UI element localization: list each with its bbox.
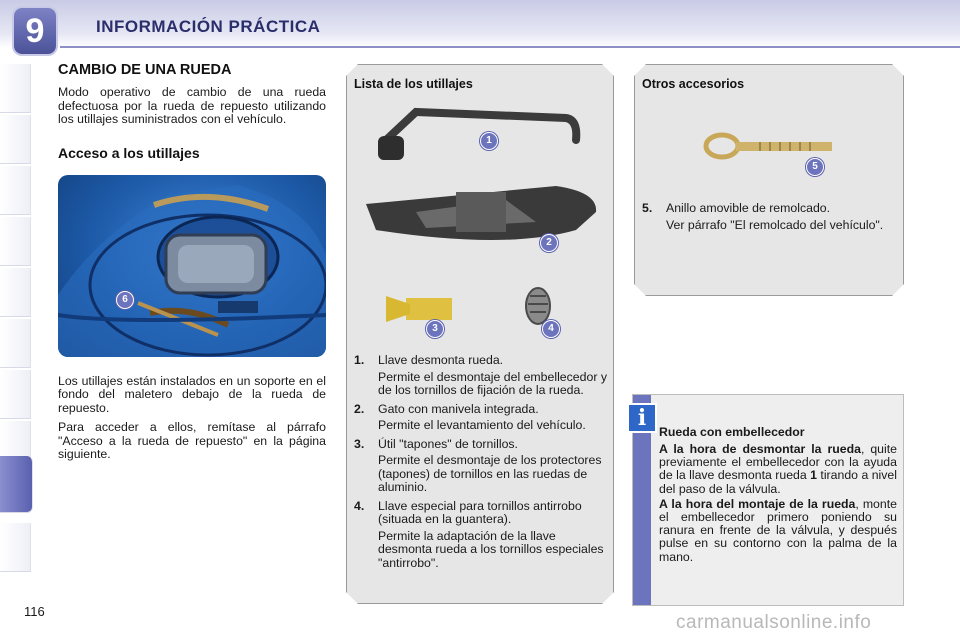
chapter-tab-active[interactable] bbox=[0, 456, 33, 513]
chapter-badge: 9 bbox=[14, 8, 56, 54]
item-description: Ver párrafo "El remolcado del vehículo". bbox=[666, 217, 884, 232]
info-title: Rueda con embellecedor bbox=[659, 425, 805, 439]
access-reference-text: Para acceder a ellos, remítase al párrafo "Acceso a la rueda de repuesto" en la página siguiente. bbox=[58, 420, 326, 461]
tool-marker-1: 1 bbox=[480, 132, 498, 150]
tool-marker-4: 4 bbox=[542, 320, 560, 338]
page-title: INFORMACIÓN PRÁCTICA bbox=[96, 17, 321, 36]
item-number: 3. bbox=[354, 436, 365, 451]
page-header bbox=[0, 0, 960, 56]
chapter-tab[interactable] bbox=[0, 268, 31, 317]
section-title: CAMBIO DE UNA RUEDA bbox=[58, 62, 232, 78]
chapter-tab[interactable] bbox=[0, 217, 31, 266]
info-icon: i bbox=[627, 403, 657, 433]
watermark: carmanualsonline.info bbox=[676, 612, 872, 633]
trunk-photo bbox=[58, 175, 326, 357]
tool-marker-3: 3 bbox=[426, 320, 444, 338]
info-bold-label: A la hora de desmontar la rueda bbox=[659, 442, 861, 456]
item-number: 1. bbox=[354, 353, 365, 367]
left-column bbox=[58, 62, 326, 468]
trunk-illustration bbox=[58, 175, 326, 357]
tools-panel-title: Lista de los utillajes bbox=[354, 77, 473, 91]
info-paragraph-removal bbox=[659, 443, 897, 496]
item-description: Permite el levantamiento del vehículo. bbox=[378, 418, 586, 432]
item-description: Permite el desmontaje de los protectores (tapones) de tornillos en las ruedas de aluminio. bbox=[378, 453, 602, 494]
item-number: 2. bbox=[354, 401, 365, 416]
item-label: Gato con manivela integrada. bbox=[378, 401, 539, 416]
list-item bbox=[642, 202, 892, 216]
chapter-tab[interactable] bbox=[0, 319, 31, 368]
tools-location-text: Los utillajes están instalados en un soporte en el fondo del maletero debajo de la rueda de repuesto. bbox=[58, 373, 326, 415]
item-number: 5. bbox=[642, 201, 653, 215]
chapter-tab[interactable] bbox=[0, 64, 31, 113]
info-text bbox=[659, 443, 897, 566]
accessories-panel-title: Otros accesorios bbox=[642, 77, 745, 91]
chapter-tab[interactable] bbox=[0, 370, 31, 419]
item-label: Útil "tapones" de tornillos. bbox=[378, 436, 518, 451]
info-box bbox=[632, 394, 904, 606]
tools-list bbox=[354, 354, 610, 575]
chapter-tab[interactable] bbox=[0, 115, 31, 164]
chapter-tabs bbox=[0, 64, 30, 574]
tool-marker-2: 2 bbox=[540, 234, 558, 252]
info-text-span: , monte el embellecedor primero poniendo su ranura en frente de la válvula, y después pulse en su contorno con la palma de la mano. bbox=[659, 496, 897, 564]
list-item bbox=[354, 354, 610, 368]
accessory-item bbox=[642, 202, 892, 237]
info-paragraph-mounting bbox=[659, 498, 897, 564]
info-text-span: , quite previamente el embellecedor con la ayuda de la llave desmonta rueda bbox=[659, 442, 897, 483]
subsection-title: Acceso a los utillajes bbox=[58, 144, 200, 161]
info-bold-label: A la hora del montaje de la rueda bbox=[659, 496, 856, 511]
info-text-span: tirando a nivel del paso de la válvula. bbox=[659, 468, 897, 496]
list-item bbox=[354, 500, 610, 527]
item-label: Anillo amovible de remolcado. bbox=[666, 201, 831, 215]
header-rule bbox=[60, 46, 960, 48]
info-tool-number: 1 bbox=[810, 468, 817, 483]
item-label: Llave especial para tornillos antirrobo (situada en la guantera). bbox=[378, 498, 582, 526]
intro-text: Modo operativo de cambio de una rueda defectuosa por la rueda de repuesto utilizando los utillajes suministrados con el vehículo. bbox=[58, 85, 326, 126]
accessory-marker-5: 5 bbox=[806, 158, 824, 176]
item-description: Permite la adaptación de la llave desmonta rueda a los tornillos especiales "antirrobo". bbox=[378, 528, 604, 570]
chapter-tab[interactable] bbox=[0, 166, 31, 215]
accessories-panel bbox=[634, 64, 904, 296]
item-number: 4. bbox=[354, 498, 365, 513]
item-description: Permite el desmontaje del embellecedor y de los tornillos de fijación de la rueda. bbox=[378, 369, 607, 397]
page-number: 116 bbox=[24, 604, 45, 619]
chapter-tab[interactable] bbox=[0, 523, 31, 572]
list-item bbox=[354, 438, 610, 452]
item-label: Llave desmonta rueda. bbox=[378, 353, 504, 367]
list-item bbox=[354, 403, 610, 417]
photo-marker-6: 6 bbox=[116, 291, 134, 309]
